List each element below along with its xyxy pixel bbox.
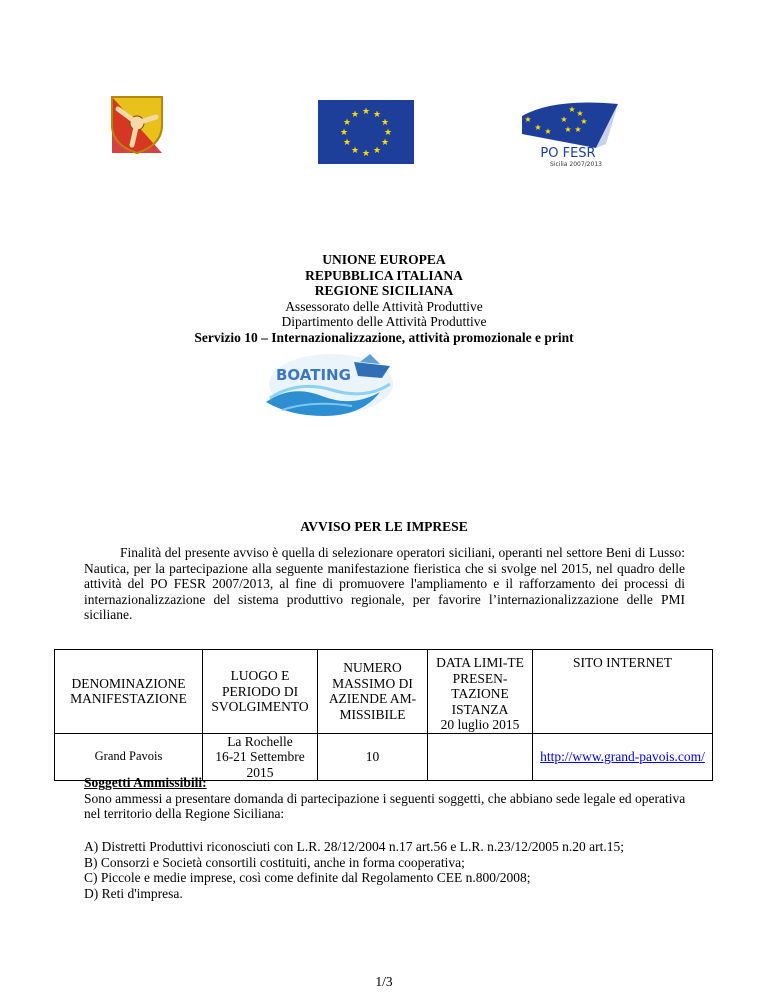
header-denominazione: DENOMINAZIONE MANIFESTAZIONE xyxy=(55,650,203,734)
po-fesr-name: PO FESR xyxy=(540,146,596,161)
header-repubblica: REPUBBLICA ITALIANA xyxy=(305,267,463,283)
boating-text: BOATING xyxy=(276,366,351,384)
svg-text:★: ★ xyxy=(524,115,532,124)
cell-empty xyxy=(428,733,533,781)
soggetti-list xyxy=(84,839,694,901)
list-item: A) Distretti Produttivi riconosciuti con L.R. 28/12/2004 n.17 art.56 e L.R. n.23/12/2005 n.20 art.15; xyxy=(84,839,624,854)
header-regione: REGIONE SICILIANA xyxy=(314,283,454,298)
svg-text:★: ★ xyxy=(383,128,393,138)
cell-place: La Rochelle xyxy=(227,733,293,749)
header-luogo-periodo: LUOGO E PERIODO DI SVOLGIMENTO xyxy=(203,650,318,734)
svg-text:★: ★ xyxy=(544,127,552,136)
regione-siciliana-logo xyxy=(108,95,166,155)
intro-text: Finalità del presente avviso è quella di selezionare operatori siciliani, operanti nel settore Beni di Lusso: Nautica, per la partecipazione alla seguente manifestazione fieristica che si svolge nel 2015, nel quadro delle attività del PO FESR 2007/2013, al fine di promuovere l'ampliamento e il rafforzamento dei processi di internazionalizzazione del sistema produttivo regionale, per favorire l’internazionalizzazione delle PMI siciliane. xyxy=(84,545,685,623)
cell-site xyxy=(533,733,713,781)
notice-title: AVVISO PER LE IMPRESE xyxy=(300,519,468,534)
svg-text:★: ★ xyxy=(560,115,568,124)
svg-text:★: ★ xyxy=(568,105,576,114)
header-servizio: Servizio 10 – Internazionalizzazione, attività promozionale e print xyxy=(194,329,574,345)
svg-text:★: ★ xyxy=(380,118,390,128)
page-number: 1/3 xyxy=(375,974,393,989)
document-header xyxy=(0,252,768,345)
svg-text:★: ★ xyxy=(372,146,382,156)
svg-text:★: ★ xyxy=(350,146,360,156)
svg-text:★: ★ xyxy=(580,117,588,126)
svg-text:★: ★ xyxy=(350,110,360,120)
cell-max: 10 xyxy=(318,733,428,781)
events-table xyxy=(54,649,713,781)
table-row xyxy=(55,733,713,781)
eu-flag-logo xyxy=(318,100,414,164)
po-fesr-subtitle: Sicilia 2007/2013 xyxy=(550,161,602,168)
header-dipartimento: Dipartimento delle Attività Produttive xyxy=(281,314,487,329)
boating-logo xyxy=(262,344,400,424)
header-data-limite xyxy=(428,650,533,734)
svg-text:★: ★ xyxy=(342,118,352,128)
soggetti-text: Sono ammessi a presentare domanda di partecipazione i seguenti soggetti, che abbiano sede legale ed operativa nel territorio della Regione Siciliana: xyxy=(84,790,686,822)
cell-place-period xyxy=(203,733,318,781)
svg-text:★: ★ xyxy=(372,110,382,120)
svg-text:★: ★ xyxy=(339,128,349,138)
list-item: D) Reti d'impresa. xyxy=(84,885,183,901)
svg-text:★: ★ xyxy=(564,125,572,134)
cell-period: 16-21 Settembre 2015 xyxy=(215,749,305,780)
svg-text:★: ★ xyxy=(534,123,542,132)
svg-text:★: ★ xyxy=(342,138,352,148)
header-assessorato: Assessorato delle Attività Produttive xyxy=(285,298,483,314)
svg-text:★: ★ xyxy=(576,109,584,118)
cell-deadline: 20 luglio 2015 xyxy=(440,717,520,732)
header-unione-europea: UNIONE EUROPEA xyxy=(322,252,446,267)
intro-paragraph xyxy=(84,545,685,623)
svg-text:★: ★ xyxy=(361,107,371,117)
soggetti-heading: Soggetti Ammissibili: xyxy=(84,775,207,790)
table-header-row xyxy=(55,650,713,734)
cell-name: Grand Pavois xyxy=(55,733,203,781)
header-numero-massimo: NUMERO MASSIMO DI AZIENDE AM-MISSIBILE xyxy=(318,650,428,734)
svg-text:★: ★ xyxy=(361,149,371,159)
list-item: C) Piccole e medie imprese, così come definite dal Regolamento CEE n.800/2008; xyxy=(84,870,531,886)
po-fesr-logo xyxy=(514,98,622,168)
svg-text:★: ★ xyxy=(380,138,390,148)
svg-text:★: ★ xyxy=(574,125,582,134)
header-sito-internet: SITO INTERNET xyxy=(533,650,713,734)
site-link[interactable]: http://www.grand-pavois.com/ xyxy=(540,749,705,764)
header-data-limite-label: DATA LIMI-TE PRESEN-TAZIONE ISTANZA xyxy=(436,655,524,717)
list-item: B) Consorzi e Società consortili costituiti, anche in forma cooperativa; xyxy=(84,854,465,870)
soggetti-section xyxy=(84,775,694,822)
